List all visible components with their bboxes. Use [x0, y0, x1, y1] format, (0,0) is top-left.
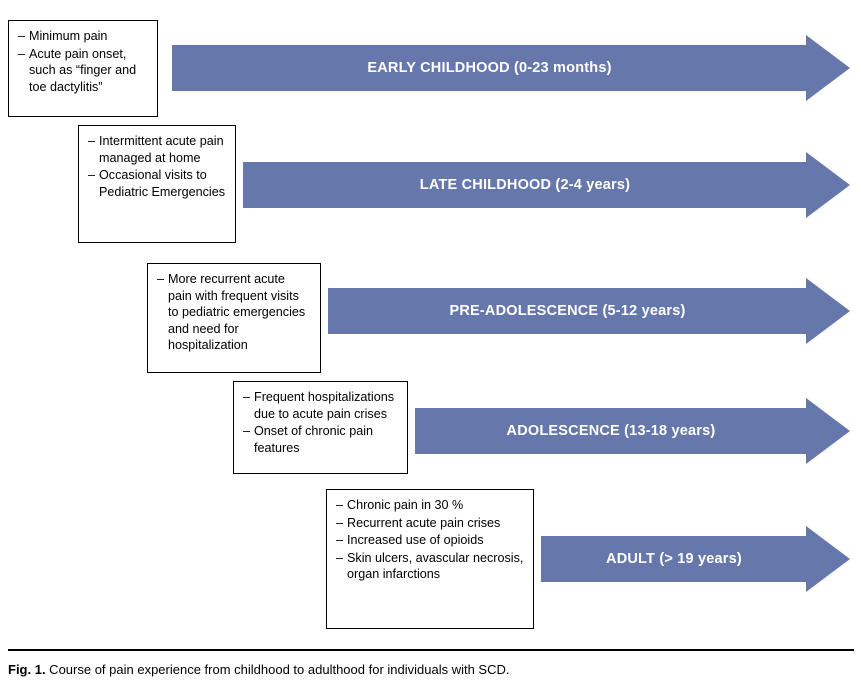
stage-arrow-late-childhood: [243, 162, 850, 208]
note-item: – Onset of chronic pain features: [243, 423, 398, 456]
note-list-pre-adolescence: [157, 271, 311, 354]
arrow-head-icon: [806, 526, 850, 592]
note-item: – Chronic pain in 30 %: [336, 497, 524, 514]
arrow-body: [541, 536, 807, 582]
stage-label-pre-adolescence: PRE-ADOLESCENCE (5-12 years): [449, 303, 686, 319]
arrow-body: [243, 162, 807, 208]
caption-divider: [8, 649, 854, 651]
stage-label-late-childhood: LATE CHILDHOOD (2-4 years): [419, 177, 631, 193]
note-item: – Skin ulcers, avascular necrosis, organ infarctions: [336, 550, 524, 583]
stage-arrow-adult: [541, 536, 850, 582]
figure-caption: [8, 662, 854, 679]
note-item: – Intermittent acute pain managed at home: [88, 133, 226, 166]
note-list-late-childhood: [88, 133, 226, 200]
arrow-body: [172, 45, 807, 91]
arrow-head-icon: [806, 35, 850, 101]
note-box-adult: [326, 489, 534, 629]
note-item: – Frequent hospitalizations due to acute pain crises: [243, 389, 398, 422]
note-list-early-childhood: [18, 28, 148, 95]
stage-arrow-adolescence: [415, 408, 850, 454]
figure-number: Fig. 1.: [8, 662, 46, 677]
arrow-body: [415, 408, 807, 454]
stage-label-adolescence: ADOLESCENCE (13-18 years): [506, 423, 716, 439]
note-item: – Occasional visits to Pediatric Emergencies: [88, 167, 226, 200]
arrow-head-icon: [806, 152, 850, 218]
figure-caption-text: Course of pain experience from childhood to adulthood for individuals with SCD.: [45, 662, 510, 677]
note-box-early-childhood: [8, 20, 158, 117]
note-list-adult: [336, 497, 524, 583]
arrow-head-icon: [806, 398, 850, 464]
stage-label-adult: ADULT (> 19 years): [606, 551, 742, 567]
arrow-head-icon: [806, 278, 850, 344]
note-item: – Minimum pain: [18, 28, 148, 45]
stage-arrow-pre-adolescence: [328, 288, 850, 334]
note-item: – Acute pain onset, such as “finger and toe dactylitis”: [18, 46, 148, 96]
note-item: – Increased use of opioids: [336, 532, 524, 549]
note-box-late-childhood: [78, 125, 236, 243]
note-box-pre-adolescence: [147, 263, 321, 373]
note-item: – Recurrent acute pain crises: [336, 515, 524, 532]
note-box-adolescence: [233, 381, 408, 474]
arrow-body: [328, 288, 807, 334]
stage-arrow-early-childhood: [172, 45, 850, 91]
note-item: – More recurrent acute pain with frequent visits to pediatric emergencies and need for hospitalization: [157, 271, 311, 354]
note-list-adolescence: [243, 389, 398, 456]
stage-label-early-childhood: EARLY CHILDHOOD (0-23 months): [367, 60, 612, 76]
